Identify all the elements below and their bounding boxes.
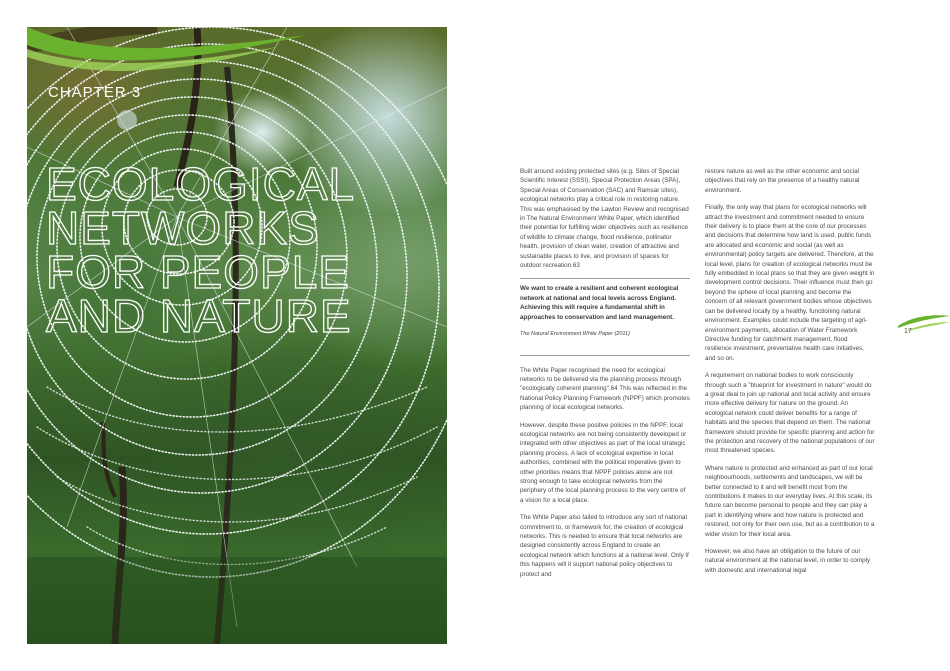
page-number: 17 (904, 328, 912, 335)
paragraph: However, despite these positive policies in the NPPF, local ecological networks are not being consistently developed or integrated with other objectives as part of the local strategic planning process. A lack of ecological expertise in local authorities, combined with the political imperative given to other priorities means that NPPF policies alone are not strong enough to take ecological networks from the periphery of the local planning process to the very centre of a vision for a local place. (520, 421, 687, 504)
spider-web-photo (27, 27, 447, 644)
paragraph: restore nature as well as the other economic and social objectives that rely on the presence of a healthy natural environment. (705, 168, 860, 194)
text-column-left (520, 167, 690, 587)
pull-quote-text: We want to create a resilient and coherent ecological network at national and local levels across England. Achieving this will require a fundamental shift in approaches to conservation and land management. (520, 285, 679, 321)
text-column-right (705, 167, 875, 583)
paragraph: Finally, the only way that plans for ecological networks will attract the investment and commitment needed to ensure their delivery is to place them at the core of our processes and decisions that determine how land is used, public funds are allocated and economic and social (as well as environmental) policy targets are delivered. Therefore, at the local level, plans for creation of ecological networks must be fully embedded in local plans so that they are given weight in development control decisions. Their influence must then go beyond the sphere of local planning and become the concern of all relevant government bodies whose objectives can be delivered locally by a healthy, functioning natural environment. Examples could include the targeting of agri-environment payments, allocation of Water Framework Directive funding for catchment management, flood resilience investment, preventative health care initiatives, and so on. (705, 204, 875, 362)
paragraph: The White Paper also failed to introduce any sort of national commitment to, or framework for, the creation of ecological networks. This is needed to ensure that local networks are designed consistently across England to create an ecological network which functions at a national level. Only if this happens will it support national policy objectives to protect and (520, 514, 689, 578)
pull-quote-source: The Natural Environment White Paper (2011) (520, 331, 630, 338)
paragraph: Where nature is protected and enhanced as part of our local neighbourhoods, settlements and landscapes, we will be better connected to it and will benefit most from the contributions it makes to our everyday lives. At this scale, its future can become personal to people and they can play a part in identifying where and how nature is protected and restored, not only for their own use, but as a contribution to a wider vision for their local area. (705, 464, 875, 538)
chapter-label: CHAPTER 3 (48, 84, 142, 101)
paragraph: However, we also have an obligation to the future of our natural environment at the national level, in order to comply with domestic and international legal (705, 548, 871, 574)
green-swoosh-graphic (27, 27, 307, 87)
paragraph: The White Paper recognised the need for ecological networks to be delivered via the planning process through "ecologically coherent planning".64 This was reflected in the National Policy Planning Framework (NPPF) which promotes planning of local ecological networks. (520, 366, 690, 412)
paragraph: A requirement on national bodies to work consciously through such a "blueprint for investment in nature" would do a great deal to join up national and local activity and ensure more effective delivery for nature on the ground. An ecological network could deliver benefits for a range of habitats and the species that depend on them. The national framework should provide for specific planning and action for the protection and recovery of the national populations of our most threatened species. (705, 372, 875, 455)
paragraph: Built around existing protected sites (e.g. Sites of Special Scientific Interest (SSSI), Special Protection Areas (SPA), Special Areas of Conservation (SAC) and Ramsar sites), ecological networks play a critical role in restoring nature. This was emphasised by the Lawton Review and recognised in The Natural Environment White Paper, which identified their potential for fulfilling wider objectives such as resilience of wildlife to climate change, flood resilience, pollinator health, provision of clean water, creation of attractive and sustainable places to live, and provision of spaces for outdoor recreation.63 (520, 168, 689, 270)
pull-quote (520, 278, 690, 355)
chapter-title: ECOLOGICAL NETWORKS FOR PEOPLE AND NATURE (46, 158, 354, 342)
